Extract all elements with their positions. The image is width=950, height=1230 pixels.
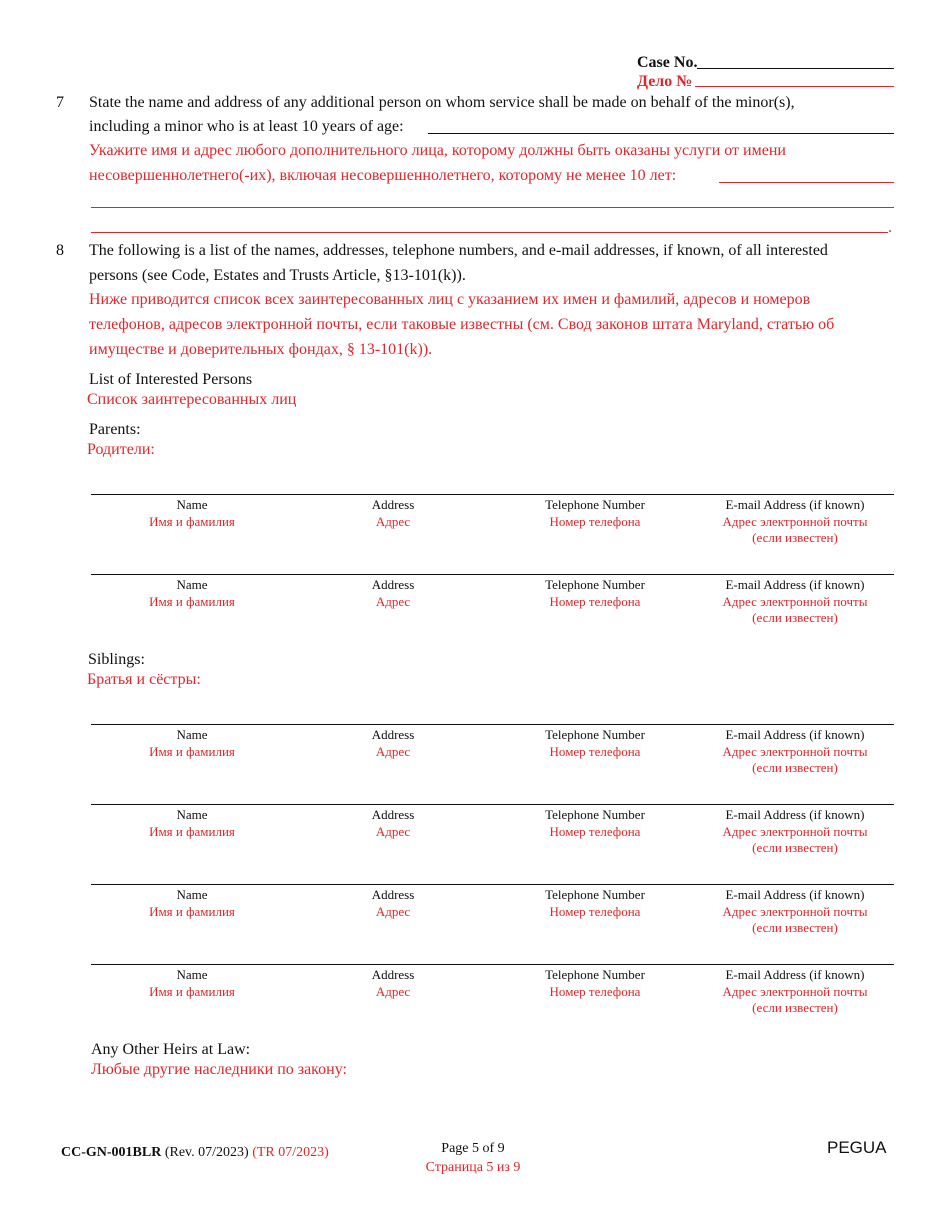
page-number-en: Page 5 of 9 <box>441 1141 505 1156</box>
heirs-label-ru: Любые другие наследники по закону: <box>91 1061 347 1078</box>
sibling-row-3-line[interactable] <box>91 884 894 885</box>
name-caption-ru: Имя и фамилия <box>149 743 235 759</box>
item-8-text-line2: persons (see Code, Estates and Trusts Article, §13-101(k)). <box>89 267 466 284</box>
item-8-number: 8 <box>56 242 64 259</box>
sibling-row-3-name-col <box>107 887 277 920</box>
sibling-row-4-email-col <box>710 967 880 1017</box>
item-8-ru-line3: имуществе и доверительных фондах, § 13-101(k)). <box>89 341 433 358</box>
address-caption-ru: Адрес <box>375 513 411 529</box>
case-number-label-ru: Дело № <box>637 73 693 90</box>
parent-row-1-address-col <box>308 497 478 530</box>
parent-row-2-name-col <box>107 577 277 610</box>
phone-caption: Telephone Number <box>545 807 645 822</box>
name-caption: Name <box>176 887 208 902</box>
item-8-text-line1: The following is a list of the names, addresses, telephone numbers, and e-mail addresses, if known, of all interested <box>89 242 828 259</box>
sibling-row-2-line[interactable] <box>91 804 894 805</box>
sibling-row-3-address-col <box>308 887 478 920</box>
page-number <box>373 1139 573 1177</box>
address-caption-ru: Адрес <box>375 593 411 609</box>
email-caption-ru-2: (если известен) <box>752 760 838 775</box>
phone-caption-ru: Номер телефона <box>549 513 641 529</box>
parent-row-1-phone-col <box>510 497 680 530</box>
sibling-row-4-line[interactable] <box>91 964 894 965</box>
name-caption: Name <box>176 807 208 822</box>
form-tr: (TR 07/2023) <box>248 1145 329 1160</box>
form-identifier <box>61 1144 329 1162</box>
phone-caption: Telephone Number <box>545 967 645 982</box>
item-7-text-line1: State the name and address of any additional person on whom service shall be made on behalf of the minor(s), <box>89 94 795 111</box>
email-caption-ru-2: (если известен) <box>752 920 838 935</box>
email-caption-ru: Адрес электронной почты <box>722 983 868 999</box>
additional-person-line-2[interactable] <box>91 207 894 208</box>
additional-person-field[interactable] <box>428 133 894 134</box>
case-number-field[interactable] <box>697 68 894 69</box>
phone-caption-ru: Номер телефона <box>549 743 641 759</box>
email-caption: E-mail Address (if known) <box>725 807 865 822</box>
email-caption-ru-2: (если известен) <box>752 610 838 625</box>
address-caption: Address <box>371 807 415 822</box>
sibling-row-1-line[interactable] <box>91 724 894 725</box>
sibling-row-2-email-col <box>710 807 880 857</box>
siblings-label-ru: Братья и сёстры: <box>87 671 201 688</box>
address-caption-ru: Адрес <box>375 903 411 919</box>
address-caption: Address <box>371 967 415 982</box>
sibling-row-2-name-col <box>107 807 277 840</box>
address-caption: Address <box>371 727 415 742</box>
email-caption-ru: Адрес электронной почты <box>722 903 868 919</box>
phone-caption-ru: Номер телефона <box>549 823 641 839</box>
item-8-ru-line2: телефонов, адресов электронной почты, если таковые известны (см. Свод законов штата Maryland, статью об <box>89 316 835 333</box>
email-caption-ru: Адрес электронной почты <box>722 743 868 759</box>
page-number-ru: Страница 5 из 9 <box>425 1160 521 1175</box>
name-caption: Name <box>176 577 208 592</box>
list-heading-ru: Список заинтересованных лиц <box>87 391 297 408</box>
sibling-row-1-name-col <box>107 727 277 760</box>
address-caption-ru: Адрес <box>375 983 411 999</box>
address-caption-ru: Адрес <box>375 823 411 839</box>
form-rev: (Rev. 07/2023) <box>161 1145 249 1160</box>
heirs-label: Any Other Heirs at Law: <box>91 1041 251 1058</box>
sibling-row-3-phone-col <box>510 887 680 920</box>
parent-row-2-email-col <box>710 577 880 627</box>
item-8-ru-line1: Ниже приводится список всех заинтересованных лиц с указанием их имен и фамилий, адресов и номеров <box>89 291 811 308</box>
siblings-label: Siblings: <box>88 651 145 668</box>
parent-row-1-name-col <box>107 497 277 530</box>
item-7-text-line2: including a minor who is at least 10 years of age: <box>89 118 404 135</box>
name-caption: Name <box>176 967 208 982</box>
item-7-ru-line2: несовершеннолетнего(-их), включая несовершеннолетнего, которому не менее 10 лет: <box>89 167 677 184</box>
sibling-row-4-phone-col <box>510 967 680 1000</box>
phone-caption: Telephone Number <box>545 577 645 592</box>
email-caption-ru-2: (если известен) <box>752 1000 838 1015</box>
email-caption-ru-2: (если известен) <box>752 840 838 855</box>
additional-person-line-3[interactable] <box>91 232 888 233</box>
name-caption: Name <box>176 727 208 742</box>
parent-row-2-line[interactable] <box>91 574 894 575</box>
additional-person-field-ru[interactable] <box>719 182 894 183</box>
name-caption-ru: Имя и фамилия <box>149 983 235 999</box>
email-caption: E-mail Address (if known) <box>725 497 865 512</box>
email-caption-ru: Адрес электронной почты <box>722 823 868 839</box>
address-caption-ru: Адрес <box>375 743 411 759</box>
sibling-row-4-address-col <box>308 967 478 1000</box>
case-number-field-ru <box>695 86 894 87</box>
name-caption-ru: Имя и фамилия <box>149 593 235 609</box>
address-caption: Address <box>371 887 415 902</box>
phone-caption-ru: Номер телефона <box>549 903 641 919</box>
email-caption-ru-2: (если известен) <box>752 530 838 545</box>
language-code: PEGUA <box>827 1138 887 1157</box>
item-7-ru-line1: Укажите имя и адрес любого дополнительного лица, которому должны быть оказаны услуги от имени <box>89 142 786 159</box>
name-caption-ru: Имя и фамилия <box>149 513 235 529</box>
phone-caption-ru: Номер телефона <box>549 593 641 609</box>
name-caption-ru: Имя и фамилия <box>149 823 235 839</box>
sibling-row-1-address-col <box>308 727 478 760</box>
sibling-row-2-phone-col <box>510 807 680 840</box>
phone-caption: Telephone Number <box>545 497 645 512</box>
address-caption: Address <box>371 497 415 512</box>
parents-label-ru: Родители: <box>87 441 155 458</box>
parent-row-2-address-col <box>308 577 478 610</box>
name-caption-ru: Имя и фамилия <box>149 903 235 919</box>
item-7-number: 7 <box>56 94 64 111</box>
phone-caption-ru: Номер телефона <box>549 983 641 999</box>
sibling-row-1-phone-col <box>510 727 680 760</box>
list-heading: List of Interested Persons <box>89 371 253 388</box>
parent-row-1-line[interactable] <box>91 494 894 495</box>
case-number-label: Case No. <box>637 54 698 71</box>
sibling-row-3-email-col <box>710 887 880 937</box>
parents-label: Parents: <box>89 421 141 438</box>
email-caption-ru: Адрес электронной почты <box>722 593 868 609</box>
email-caption: E-mail Address (if known) <box>725 727 865 742</box>
email-caption-ru: Адрес электронной почты <box>722 513 868 529</box>
name-caption: Name <box>176 497 208 512</box>
form-id: CC-GN-001BLR <box>61 1145 162 1160</box>
phone-caption: Telephone Number <box>545 887 645 902</box>
item-7-period: . <box>888 219 892 236</box>
parent-row-2-phone-col <box>510 577 680 610</box>
sibling-row-1-email-col <box>710 727 880 777</box>
parent-row-1-email-col <box>710 497 880 547</box>
sibling-row-4-name-col <box>107 967 277 1000</box>
sibling-row-2-address-col <box>308 807 478 840</box>
email-caption: E-mail Address (if known) <box>725 887 865 902</box>
address-caption: Address <box>371 577 415 592</box>
email-caption: E-mail Address (if known) <box>725 577 865 592</box>
phone-caption: Telephone Number <box>545 727 645 742</box>
email-caption: E-mail Address (if known) <box>725 967 865 982</box>
